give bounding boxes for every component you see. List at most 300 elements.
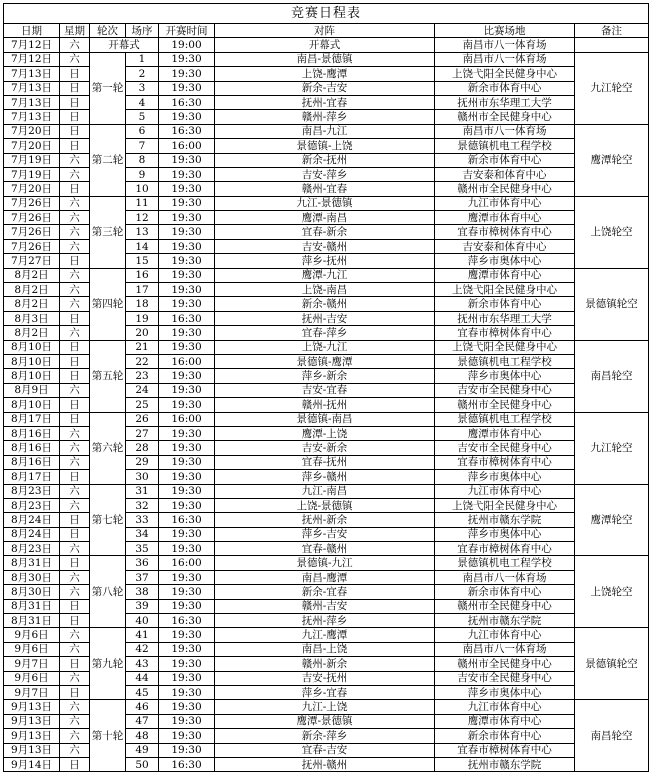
cell-venue: 景德镇机电工程学校 [435, 354, 575, 368]
cell-seq: 38 [126, 585, 159, 599]
cell-venue: 萍乡市奥体中心 [435, 685, 575, 699]
cell-venue: 上饶弋阳全民健身中心 [435, 498, 575, 512]
table-row [4, 700, 649, 714]
cell-venue: 景德镇机电工程学校 [435, 412, 575, 426]
cell-time: 19:30 [159, 398, 215, 412]
cell-time: 19:30 [159, 657, 215, 671]
cell-date: 9月7日 [4, 685, 60, 699]
cell-date: 8月17日 [4, 470, 60, 484]
cell-time: 16:00 [159, 412, 215, 426]
cell-weekday: 六 [60, 153, 90, 167]
cell-match: 萍乡-抚州 [215, 254, 435, 268]
cell-match: 景德镇-南昌 [215, 412, 435, 426]
cell-seq: 6 [126, 124, 159, 138]
cell-time: 19:30 [159, 196, 215, 210]
cell-match: 新余-萍乡 [215, 729, 435, 743]
cell-seq: 19 [126, 311, 159, 325]
cell-date: 7月13日 [4, 67, 60, 81]
cell-seq: 7 [126, 139, 159, 153]
cell-round-name: 第九轮 [90, 628, 126, 700]
cell-round-note: 景德镇轮空 [575, 268, 649, 340]
cell-time: 19:30 [159, 268, 215, 282]
cell-weekday: 六 [60, 628, 90, 642]
cell-seq: 13 [126, 225, 159, 239]
cell-match: 吉安-抚州 [215, 671, 435, 685]
cell-match: 景德镇-上饶 [215, 139, 435, 153]
cell-match: 景德镇-鹰潭 [215, 354, 435, 368]
cell-time: 19:30 [159, 369, 215, 383]
cell-time: 19:30 [159, 585, 215, 599]
cell-round-name: 第五轮 [90, 340, 126, 412]
cell-date: 8月24日 [4, 513, 60, 527]
cell-venue: 赣州市全民健身中心 [435, 110, 575, 124]
cell-weekday: 日 [60, 599, 90, 613]
cell-weekday: 六 [60, 239, 90, 253]
cell-time: 19:30 [159, 340, 215, 354]
cell-weekday: 日 [60, 81, 90, 95]
cell-weekday: 六 [60, 743, 90, 757]
cell-seq: 3 [126, 81, 159, 95]
cell-seq: 4 [126, 95, 159, 109]
cell-match: 鹰潭-南昌 [215, 211, 435, 225]
header-weekday: 星期 [60, 24, 90, 38]
cell-venue: 吉安市全民健身中心 [435, 671, 575, 685]
cell-time: 19:30 [159, 297, 215, 311]
cell-time: 19:30 [159, 671, 215, 685]
cell-venue: 吉安泰和体育中心 [435, 167, 575, 181]
cell-match: 抚州-宜春 [215, 95, 435, 109]
cell-seq: 43 [126, 657, 159, 671]
header-row [4, 24, 649, 38]
cell-venue: 吉安市全民健身中心 [435, 383, 575, 397]
cell-date: 7月13日 [4, 95, 60, 109]
cell-match: 抚州-吉安 [215, 311, 435, 325]
cell-time: 16:00 [159, 354, 215, 368]
cell-date: 7月19日 [4, 153, 60, 167]
cell-seq: 33 [126, 513, 159, 527]
cell-seq: 16 [126, 268, 159, 282]
cell-venue: 新余市体育中心 [435, 153, 575, 167]
cell-seq: 2 [126, 67, 159, 81]
cell-time: 16:00 [159, 556, 215, 570]
cell-weekday: 六 [60, 542, 90, 556]
cell-date: 8月10日 [4, 398, 60, 412]
cell-weekday: 六 [60, 729, 90, 743]
table-row [4, 556, 649, 570]
cell-match: 鹰潭-上饶 [215, 426, 435, 440]
cell-seq: 37 [126, 570, 159, 584]
cell-seq: 15 [126, 254, 159, 268]
cell-date: 8月23日 [4, 498, 60, 512]
cell-match: 上饶-九江 [215, 340, 435, 354]
cell-round-note: 九江轮空 [575, 412, 649, 484]
cell-match: 新余-宜春 [215, 585, 435, 599]
cell-date: 7月19日 [4, 167, 60, 181]
cell-time: 16:30 [159, 513, 215, 527]
cell-match: 新余-赣州 [215, 297, 435, 311]
cell-time: 19:30 [159, 426, 215, 440]
cell-time: 16:30 [159, 95, 215, 109]
cell-time: 19:00 [159, 38, 215, 52]
cell-weekday: 日 [60, 398, 90, 412]
cell-seq: 18 [126, 297, 159, 311]
cell-weekday: 六 [60, 196, 90, 210]
cell-seq: 23 [126, 369, 159, 383]
cell-time: 16:30 [159, 124, 215, 138]
cell-time: 19:30 [159, 153, 215, 167]
cell-weekday: 日 [60, 685, 90, 699]
cell-time: 19:30 [159, 714, 215, 728]
cell-venue: 萍乡市奥体中心 [435, 369, 575, 383]
cell-match: 新余-吉安 [215, 81, 435, 95]
cell-venue: 萍乡市奥体中心 [435, 254, 575, 268]
cell-seq: 9 [126, 167, 159, 181]
cell-match: 上饶-南昌 [215, 283, 435, 297]
cell-date: 8月23日 [4, 484, 60, 498]
cell-match: 赣州-新余 [215, 657, 435, 671]
cell-venue: 抚州市赣东学院 [435, 513, 575, 527]
cell-round-note: 景德镇轮空 [575, 628, 649, 700]
cell-date: 8月30日 [4, 570, 60, 584]
cell-weekday: 日 [60, 369, 90, 383]
cell-date: 7月26日 [4, 239, 60, 253]
schedule-body [4, 38, 649, 772]
table-row [4, 124, 649, 138]
cell-seq: 45 [126, 685, 159, 699]
table-row [4, 196, 649, 210]
cell-weekday: 日 [60, 311, 90, 325]
cell-match: 开幕式 [215, 38, 435, 52]
cell-date: 8月31日 [4, 614, 60, 628]
cell-weekday: 六 [60, 326, 90, 340]
cell-round-name: 第十轮 [90, 700, 126, 772]
cell-date: 7月26日 [4, 211, 60, 225]
cell-time: 19:30 [159, 470, 215, 484]
cell-venue: 赣州市全民健身中心 [435, 599, 575, 613]
cell-weekday: 日 [60, 354, 90, 368]
cell-match: 宜春-赣州 [215, 542, 435, 556]
cell-match: 宜春-萍乡 [215, 326, 435, 340]
cell-date: 7月20日 [4, 124, 60, 138]
cell-date: 9月7日 [4, 657, 60, 671]
cell-venue: 吉安泰和体育中心 [435, 239, 575, 253]
cell-seq: 48 [126, 729, 159, 743]
cell-date: 8月31日 [4, 599, 60, 613]
cell-time: 19:30 [159, 52, 215, 66]
cell-time: 19:30 [159, 542, 215, 556]
cell-seq: 29 [126, 455, 159, 469]
cell-weekday: 六 [60, 297, 90, 311]
cell-opening-label: 开幕式 [90, 38, 159, 52]
cell-seq: 8 [126, 153, 159, 167]
cell-weekday: 六 [60, 38, 90, 52]
cell-date: 8月9日 [4, 383, 60, 397]
cell-date: 8月10日 [4, 354, 60, 368]
cell-date: 7月12日 [4, 52, 60, 66]
cell-time: 19:30 [159, 239, 215, 253]
cell-weekday: 六 [60, 441, 90, 455]
cell-seq: 31 [126, 484, 159, 498]
cell-date: 7月26日 [4, 196, 60, 210]
header-date: 日期 [4, 24, 60, 38]
cell-round-note: 九江轮空 [575, 52, 649, 124]
cell-venue: 萍乡市奥体中心 [435, 527, 575, 541]
table-row [4, 412, 649, 426]
cell-venue: 景德镇机电工程学校 [435, 139, 575, 153]
cell-seq: 40 [126, 614, 159, 628]
cell-date: 7月13日 [4, 110, 60, 124]
table-row [4, 268, 649, 282]
cell-venue: 宜春市樟树体育中心 [435, 743, 575, 757]
cell-round-name: 第一轮 [90, 52, 126, 124]
cell-venue: 宜春市樟树体育中心 [435, 326, 575, 340]
table-row [4, 340, 649, 354]
cell-seq: 30 [126, 470, 159, 484]
cell-venue: 上饶弋阳全民健身中心 [435, 283, 575, 297]
cell-seq: 5 [126, 110, 159, 124]
cell-weekday: 六 [60, 225, 90, 239]
cell-time: 19:30 [159, 81, 215, 95]
cell-match: 上饶-景德镇 [215, 498, 435, 512]
cell-match: 鹰潭-景德镇 [215, 714, 435, 728]
cell-date: 8月31日 [4, 556, 60, 570]
cell-seq: 32 [126, 498, 159, 512]
cell-time: 16:30 [159, 614, 215, 628]
cell-seq: 21 [126, 340, 159, 354]
cell-seq: 34 [126, 527, 159, 541]
cell-date: 9月13日 [4, 743, 60, 757]
cell-match: 萍乡-新余 [215, 369, 435, 383]
cell-venue: 宜春市樟树体育中心 [435, 542, 575, 556]
cell-seq: 27 [126, 426, 159, 440]
cell-venue: 鹰潭市体育中心 [435, 268, 575, 282]
cell-weekday: 日 [60, 139, 90, 153]
cell-time: 19:30 [159, 283, 215, 297]
cell-weekday: 日 [60, 657, 90, 671]
cell-time: 16:00 [159, 139, 215, 153]
cell-venue: 九江市体育中心 [435, 700, 575, 714]
cell-seq: 12 [126, 211, 159, 225]
cell-weekday: 日 [60, 95, 90, 109]
cell-date: 8月30日 [4, 585, 60, 599]
cell-weekday: 日 [60, 254, 90, 268]
cell-weekday: 六 [60, 383, 90, 397]
cell-match: 抚州-新余 [215, 513, 435, 527]
cell-weekday: 日 [60, 513, 90, 527]
cell-date: 8月10日 [4, 369, 60, 383]
cell-weekday: 六 [60, 455, 90, 469]
cell-weekday: 六 [60, 484, 90, 498]
cell-seq: 1 [126, 52, 159, 66]
cell-date: 8月24日 [4, 527, 60, 541]
cell-match: 赣州-抚州 [215, 398, 435, 412]
cell-venue: 新余市体育中心 [435, 81, 575, 95]
cell-venue: 抚州市赣东学院 [435, 614, 575, 628]
cell-round-note: 南昌轮空 [575, 700, 649, 772]
cell-match: 吉安-宜春 [215, 383, 435, 397]
cell-venue: 萍乡市奥体中心 [435, 470, 575, 484]
cell-date: 9月6日 [4, 628, 60, 642]
cell-date: 9月13日 [4, 714, 60, 728]
cell-time: 19:30 [159, 326, 215, 340]
cell-time: 19:30 [159, 628, 215, 642]
cell-weekday: 六 [60, 498, 90, 512]
cell-match: 吉安-萍乡 [215, 167, 435, 181]
cell-date: 7月13日 [4, 81, 60, 95]
cell-seq: 46 [126, 700, 159, 714]
cell-date: 9月13日 [4, 700, 60, 714]
cell-match: 九江-景德镇 [215, 196, 435, 210]
cell-venue: 九江市体育中心 [435, 196, 575, 210]
cell-time: 19:30 [159, 685, 215, 699]
cell-weekday: 六 [60, 700, 90, 714]
cell-weekday: 日 [60, 614, 90, 628]
cell-match: 九江-鹰潭 [215, 628, 435, 642]
cell-date: 8月3日 [4, 311, 60, 325]
cell-venue: 赣州市全民健身中心 [435, 182, 575, 196]
cell-round-name: 第八轮 [90, 556, 126, 628]
cell-date: 9月13日 [4, 729, 60, 743]
cell-match: 吉安-赣州 [215, 239, 435, 253]
cell-time: 19:30 [159, 570, 215, 584]
cell-match: 萍乡-宜春 [215, 685, 435, 699]
cell-weekday: 六 [60, 642, 90, 656]
cell-time: 16:30 [159, 311, 215, 325]
cell-venue: 鹰潭市体育中心 [435, 426, 575, 440]
cell-venue: 鹰潭市体育中心 [435, 714, 575, 728]
cell-weekday: 六 [60, 585, 90, 599]
schedule-table [3, 3, 649, 772]
cell-venue: 南昌市八一体育场 [435, 124, 575, 138]
cell-time: 19:30 [159, 254, 215, 268]
cell-weekday: 六 [60, 671, 90, 685]
cell-weekday: 六 [60, 268, 90, 282]
header-round: 轮次 [90, 24, 126, 38]
cell-time: 19:30 [159, 599, 215, 613]
cell-match: 南昌-鹰潭 [215, 570, 435, 584]
cell-time: 19:30 [159, 743, 215, 757]
header-seq: 场序 [126, 24, 159, 38]
cell-match: 九江-上饶 [215, 700, 435, 714]
cell-weekday: 六 [60, 52, 90, 66]
cell-time: 19:30 [159, 383, 215, 397]
cell-match: 赣州-吉安 [215, 599, 435, 613]
cell-match: 吉安-新余 [215, 441, 435, 455]
cell-match: 新余-抚州 [215, 153, 435, 167]
cell-time: 19:30 [159, 642, 215, 656]
cell-seq: 35 [126, 542, 159, 556]
header-match: 对阵 [215, 24, 435, 38]
cell-weekday: 日 [60, 67, 90, 81]
cell-venue: 上饶弋阳全民健身中心 [435, 67, 575, 81]
cell-round-name: 第七轮 [90, 484, 126, 556]
cell-venue: 鹰潭市体育中心 [435, 211, 575, 225]
cell-seq: 41 [126, 628, 159, 642]
cell-venue: 南昌市八一体育场 [435, 642, 575, 656]
cell-date: 7月12日 [4, 38, 60, 52]
cell-time: 19:30 [159, 167, 215, 181]
cell-weekday: 日 [60, 527, 90, 541]
header-time: 开赛时间 [159, 24, 215, 38]
cell-venue: 南昌市八一体育场 [435, 52, 575, 66]
cell-round-note: 上饶轮空 [575, 196, 649, 268]
cell-match: 赣州-萍乡 [215, 110, 435, 124]
cell-match: 南昌-上饶 [215, 642, 435, 656]
cell-round-name: 第二轮 [90, 124, 126, 196]
cell-seq: 36 [126, 556, 159, 570]
cell-date: 8月2日 [4, 283, 60, 297]
cell-venue: 赣州市全民健身中心 [435, 398, 575, 412]
cell-time: 19:30 [159, 484, 215, 498]
cell-seq: 14 [126, 239, 159, 253]
cell-seq: 39 [126, 599, 159, 613]
cell-date: 8月16日 [4, 455, 60, 469]
cell-venue: 抚州市东华理工大学 [435, 311, 575, 325]
cell-date: 7月20日 [4, 182, 60, 196]
cell-time: 19:30 [159, 455, 215, 469]
cell-venue: 南昌市八一体育场 [435, 38, 575, 52]
cell-match: 抚州-萍乡 [215, 614, 435, 628]
header-venue: 比赛场地 [435, 24, 575, 38]
cell-time: 19:30 [159, 110, 215, 124]
cell-seq: 42 [126, 642, 159, 656]
cell-match: 鹰潭-九江 [215, 268, 435, 282]
cell-venue: 上饶弋阳全民健身中心 [435, 340, 575, 354]
cell-round-name: 第四轮 [90, 268, 126, 340]
cell-time: 19:30 [159, 211, 215, 225]
cell-weekday: 六 [60, 211, 90, 225]
cell-date: 9月6日 [4, 671, 60, 685]
cell-seq: 44 [126, 671, 159, 685]
cell-venue: 抚州市赣东学院 [435, 757, 575, 771]
cell-date: 8月2日 [4, 297, 60, 311]
cell-match: 抚州-赣州 [215, 757, 435, 771]
cell-round-name: 第六轮 [90, 412, 126, 484]
cell-weekday: 六 [60, 167, 90, 181]
cell-date: 8月2日 [4, 326, 60, 340]
cell-seq: 17 [126, 283, 159, 297]
cell-time: 19:30 [159, 225, 215, 239]
cell-venue: 景德镇机电工程学校 [435, 556, 575, 570]
cell-weekday: 日 [60, 124, 90, 138]
cell-seq: 24 [126, 383, 159, 397]
cell-round-note: 上饶轮空 [575, 556, 649, 628]
cell-time: 19:30 [159, 182, 215, 196]
cell-weekday: 日 [60, 757, 90, 771]
cell-weekday: 日 [60, 556, 90, 570]
cell-venue: 新余市体育中心 [435, 729, 575, 743]
cell-seq: 49 [126, 743, 159, 757]
cell-seq: 10 [126, 182, 159, 196]
table-row [4, 484, 649, 498]
table-row [4, 52, 649, 66]
cell-time: 19:30 [159, 67, 215, 81]
cell-match: 上饶-鹰潭 [215, 67, 435, 81]
cell-seq: 47 [126, 714, 159, 728]
cell-seq: 22 [126, 354, 159, 368]
header-note: 备注 [575, 24, 649, 38]
cell-round-note: 鹰潭轮空 [575, 484, 649, 556]
cell-date: 8月10日 [4, 340, 60, 354]
cell-time: 19:30 [159, 441, 215, 455]
cell-date: 8月16日 [4, 441, 60, 455]
cell-date: 8月2日 [4, 268, 60, 282]
cell-seq: 25 [126, 398, 159, 412]
cell-time: 19:30 [159, 729, 215, 743]
cell-seq: 28 [126, 441, 159, 455]
cell-match: 九江-南昌 [215, 484, 435, 498]
cell-seq: 20 [126, 326, 159, 340]
